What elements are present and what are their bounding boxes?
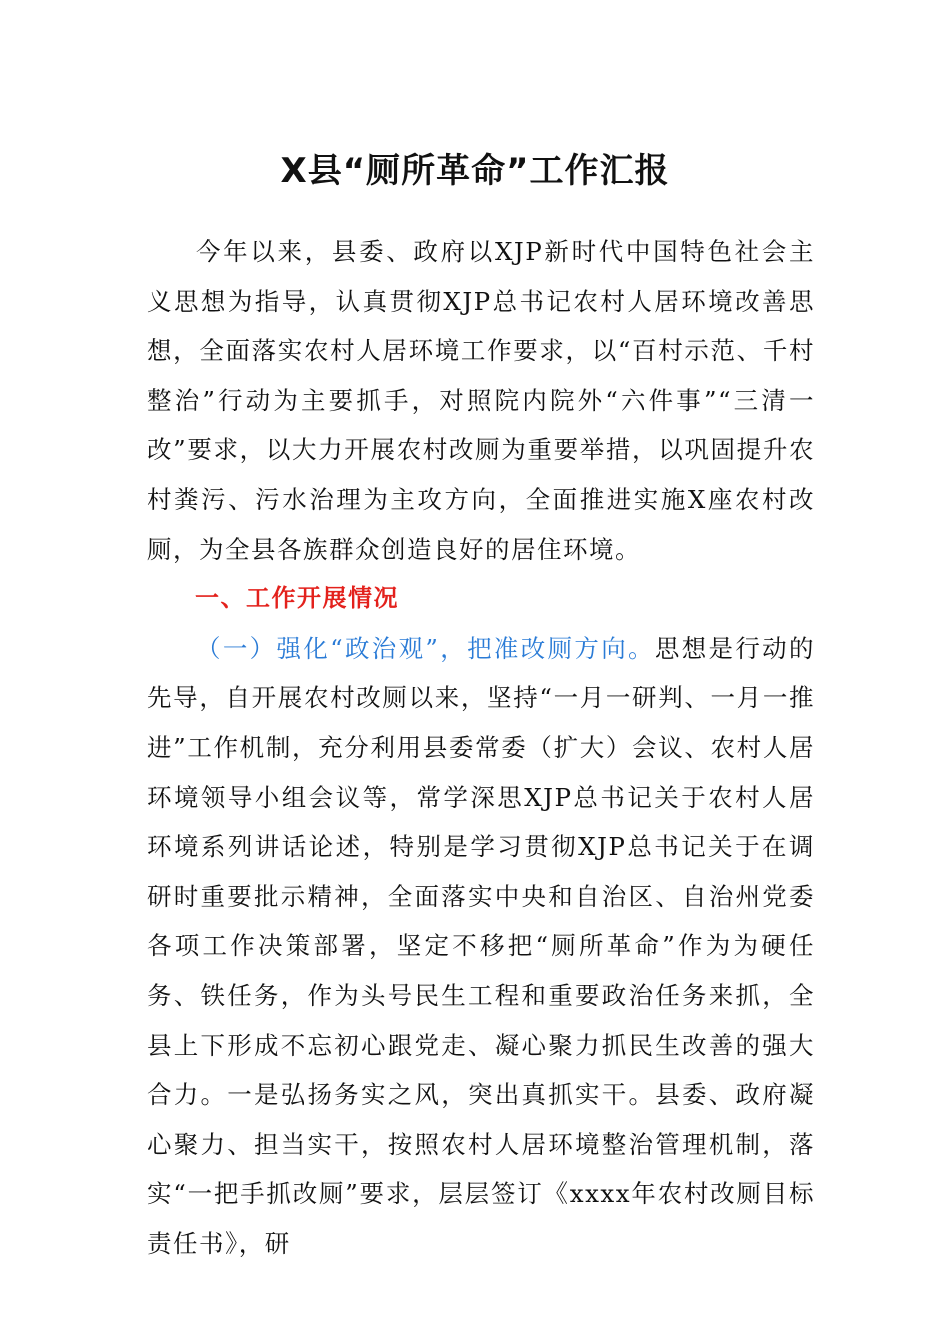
- section-heading: 一、工作开展情况: [195, 584, 399, 613]
- document-body: [147, 227, 815, 1268]
- intro-paragraph: 今年以来，县委、政府以XJP新时代中国特色社会主义思想为指导，认真贯彻XJP总书记农村人居环境改善思想，全面落实农村人居环境工作要求，以“百村示范、千村整治”行动为主要抓手，对照院内院外“六件事”“三清一改”要求，以大力开展农村改厕为重要举措，以巩固提升农村粪污、污水治理为主攻方向，全面推进实施X座农村改厕，为全县各族群众创造良好的居住环境。: [147, 237, 815, 564]
- subsection-heading: （一）强化“政治观”，把准改厕方向。: [196, 633, 655, 663]
- subsection-paragraph: [147, 624, 815, 1269]
- document-title: X县“厕所革命”工作汇报: [280, 151, 670, 191]
- subsection-body: 思想是行动的先导，自开展农村改厕以来，坚持“一月一研判、一月一推进”工作机制，充分利用县委常委（扩大）会议、农村人居环境领导小组会议等，常学深思XJP总书记关于农村人居环境系列讲话论述，特别是学习贯彻XJP总书记关于在调研时重要批示精神，全面落实中央和自治区、自治州党委各项工作决策部署，坚定不移把“厕所革命”作为为硬任务、铁任务，作为头号民生工程和重要政治任务来抓，全县上下形成不忘初心跟党走、凝心聚力抓民生改善的强大合力。一是弘扬务实之风，突出真抓实干。县委、政府凝心聚力、担当实干，按照农村人居环境整治管理机制，落实“一把手抓改厕”要求，层层签订《xxxx年农村改厕目标责任书》，研: [147, 633, 815, 1258]
